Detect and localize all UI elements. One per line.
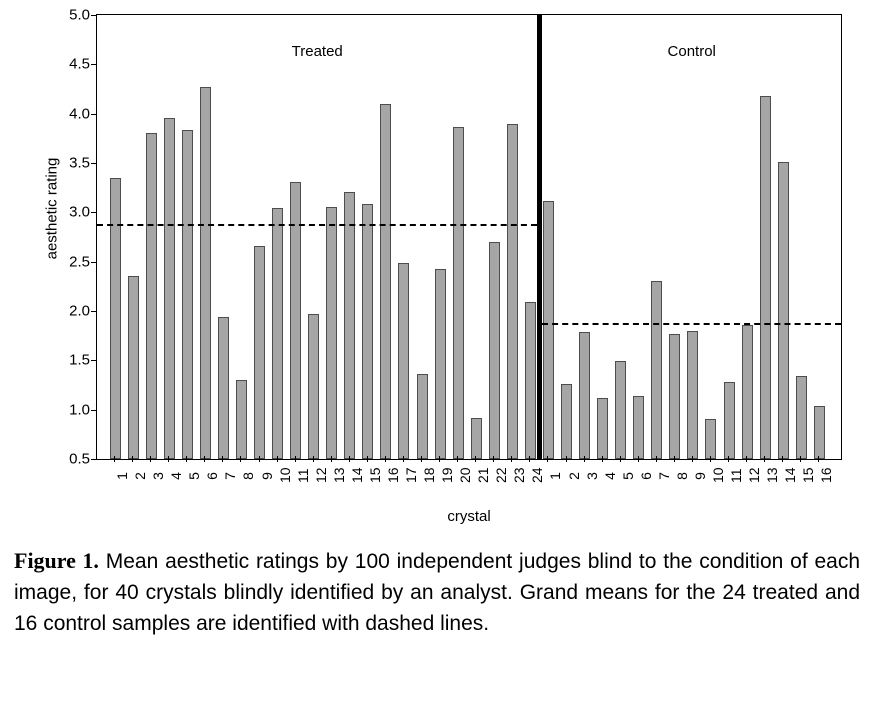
bar bbox=[200, 87, 211, 459]
y-tick-label: 3.5 bbox=[69, 154, 90, 172]
x-tick-mark bbox=[403, 456, 404, 462]
x-tick-label: 13 bbox=[764, 467, 781, 483]
bar bbox=[651, 281, 662, 459]
bar bbox=[561, 384, 572, 459]
x-tick-mark bbox=[349, 456, 350, 462]
x-tick-mark bbox=[313, 456, 314, 462]
x-tick-label: 4 bbox=[168, 472, 185, 480]
y-tick-label: 2.0 bbox=[69, 302, 90, 320]
y-tick-label: 2.5 bbox=[69, 253, 90, 271]
bar bbox=[110, 178, 121, 459]
x-tick-mark bbox=[566, 456, 567, 462]
y-tick-label: 3.0 bbox=[69, 203, 90, 221]
x-tick-label: 8 bbox=[240, 472, 257, 480]
grand-mean-line bbox=[542, 323, 841, 325]
x-tick-label: 2 bbox=[565, 472, 582, 480]
group-separator bbox=[537, 15, 542, 459]
x-tick-label: 7 bbox=[222, 472, 239, 480]
x-tick-mark bbox=[114, 456, 115, 462]
x-tick-label: 19 bbox=[439, 467, 456, 483]
x-tick-mark bbox=[710, 456, 711, 462]
x-tick-label: 18 bbox=[421, 467, 438, 483]
x-tick-mark bbox=[493, 456, 494, 462]
x-tick-label: 5 bbox=[619, 472, 636, 480]
bar bbox=[435, 269, 446, 459]
x-tick-label: 5 bbox=[186, 472, 203, 480]
x-tick-mark bbox=[222, 456, 223, 462]
bar bbox=[633, 396, 644, 459]
x-tick-mark bbox=[186, 456, 187, 462]
x-tick-mark bbox=[475, 456, 476, 462]
x-tick-mark bbox=[620, 456, 621, 462]
x-tick-label: 10 bbox=[709, 467, 726, 483]
figure-caption-label: Figure 1. bbox=[14, 548, 99, 573]
x-tick-mark bbox=[728, 456, 729, 462]
y-tick-label: 1.0 bbox=[69, 401, 90, 419]
x-tick-mark bbox=[638, 456, 639, 462]
x-tick-mark bbox=[764, 456, 765, 462]
bar bbox=[398, 263, 409, 459]
x-tick-mark bbox=[656, 456, 657, 462]
y-tick-label: 4.0 bbox=[69, 105, 90, 123]
x-tick-mark bbox=[150, 456, 151, 462]
x-tick-mark bbox=[295, 456, 296, 462]
bar bbox=[525, 302, 536, 459]
x-tick-label: 22 bbox=[493, 467, 510, 483]
x-tick-label: 4 bbox=[601, 472, 618, 480]
bar bbox=[687, 331, 698, 459]
y-tick-mark bbox=[91, 459, 97, 460]
x-tick-mark bbox=[674, 456, 675, 462]
x-tick-label: 6 bbox=[204, 472, 221, 480]
x-tick-label: 1 bbox=[547, 472, 564, 480]
x-tick-mark bbox=[132, 456, 133, 462]
x-tick-label: 9 bbox=[691, 472, 708, 480]
x-tick-mark bbox=[782, 456, 783, 462]
figure-caption bbox=[14, 545, 860, 639]
y-tick-label: 5.0 bbox=[69, 6, 90, 24]
x-tick-label: 13 bbox=[330, 467, 347, 483]
x-tick-mark bbox=[277, 456, 278, 462]
bar-series bbox=[97, 15, 841, 459]
x-tick-mark bbox=[547, 456, 548, 462]
x-tick-label: 17 bbox=[402, 467, 419, 483]
figure-caption-text: Mean aesthetic ratings by 100 independent judges blind to the condition of each image, for 40 crystals blindly identified by an analyst. Grand means for the 24 treated and 16 control samples are identified with dashed lines. bbox=[14, 550, 861, 635]
x-tick-mark bbox=[529, 456, 530, 462]
bar bbox=[218, 317, 229, 459]
y-tick-label: 0.5 bbox=[69, 450, 90, 468]
plot-area bbox=[69, 6, 842, 468]
bar bbox=[543, 201, 554, 460]
bar bbox=[760, 96, 771, 459]
bar bbox=[742, 325, 753, 459]
x-tick-mark bbox=[240, 456, 241, 462]
x-tick-label: 2 bbox=[132, 472, 149, 480]
x-tick-label: 3 bbox=[583, 472, 600, 480]
x-tick-mark bbox=[204, 456, 205, 462]
x-tick-label: 3 bbox=[150, 472, 167, 480]
x-axis-ticks bbox=[96, 462, 842, 502]
bar bbox=[814, 406, 825, 459]
bar bbox=[236, 380, 247, 459]
x-tick-mark bbox=[457, 456, 458, 462]
x-tick-label: 20 bbox=[457, 467, 474, 483]
x-tick-label: 11 bbox=[728, 468, 745, 483]
bar bbox=[128, 276, 139, 459]
grand-mean-line bbox=[97, 224, 537, 226]
bar bbox=[796, 376, 807, 459]
bar bbox=[272, 208, 283, 459]
bar bbox=[615, 361, 626, 459]
bar bbox=[344, 192, 355, 459]
x-tick-mark bbox=[367, 456, 368, 462]
y-tick-label: 1.5 bbox=[69, 351, 90, 369]
x-tick-mark bbox=[511, 456, 512, 462]
x-tick-mark bbox=[439, 456, 440, 462]
bar bbox=[380, 104, 391, 459]
x-tick-label: 15 bbox=[366, 467, 383, 483]
x-tick-label: 12 bbox=[746, 467, 763, 483]
x-tick-label: 16 bbox=[384, 467, 401, 483]
x-tick-label: 15 bbox=[800, 467, 817, 483]
x-tick-mark bbox=[385, 456, 386, 462]
group-label-treated: Treated bbox=[291, 43, 343, 60]
x-tick-label: 16 bbox=[818, 467, 835, 483]
bar bbox=[254, 246, 265, 459]
bar bbox=[417, 374, 428, 459]
x-tick-mark bbox=[818, 456, 819, 462]
x-tick-mark bbox=[602, 456, 603, 462]
x-tick-label: 10 bbox=[276, 467, 293, 483]
bar bbox=[453, 127, 464, 460]
bar bbox=[507, 124, 518, 459]
bar bbox=[182, 130, 193, 459]
x-tick-label: 6 bbox=[637, 472, 654, 480]
bar bbox=[778, 162, 789, 459]
x-tick-label: 24 bbox=[529, 467, 546, 483]
x-tick-label: 14 bbox=[348, 467, 365, 483]
x-tick-mark bbox=[331, 456, 332, 462]
bar bbox=[164, 118, 175, 459]
bar bbox=[362, 204, 373, 459]
x-tick-mark bbox=[800, 456, 801, 462]
x-tick-mark bbox=[259, 456, 260, 462]
bar bbox=[597, 398, 608, 459]
y-tick-label: 4.5 bbox=[69, 55, 90, 73]
x-tick-label: 8 bbox=[673, 472, 690, 480]
x-tick-mark bbox=[584, 456, 585, 462]
x-tick-label: 23 bbox=[511, 467, 528, 483]
y-axis-label: aesthetic rating bbox=[43, 157, 61, 260]
x-tick-label: 1 bbox=[114, 472, 131, 480]
bar bbox=[724, 382, 735, 459]
x-tick-mark bbox=[421, 456, 422, 462]
bar bbox=[308, 314, 319, 459]
bar bbox=[669, 334, 680, 459]
bar bbox=[471, 418, 482, 459]
x-tick-label: 7 bbox=[655, 472, 672, 480]
x-tick-label: 11 bbox=[294, 468, 311, 483]
x-tick-mark bbox=[692, 456, 693, 462]
x-tick-label: 14 bbox=[782, 467, 799, 483]
x-tick-label: 21 bbox=[475, 467, 492, 483]
group-label-control: Control bbox=[667, 43, 716, 60]
bar bbox=[326, 207, 337, 459]
bar bbox=[146, 133, 157, 459]
bar bbox=[705, 419, 716, 459]
x-tick-label: 9 bbox=[258, 472, 275, 480]
bar bbox=[489, 242, 500, 459]
x-axis-label: crystal bbox=[447, 508, 491, 525]
x-tick-label: 12 bbox=[312, 467, 329, 483]
x-tick-mark bbox=[168, 456, 169, 462]
bar bbox=[579, 332, 590, 459]
x-tick-mark bbox=[746, 456, 747, 462]
